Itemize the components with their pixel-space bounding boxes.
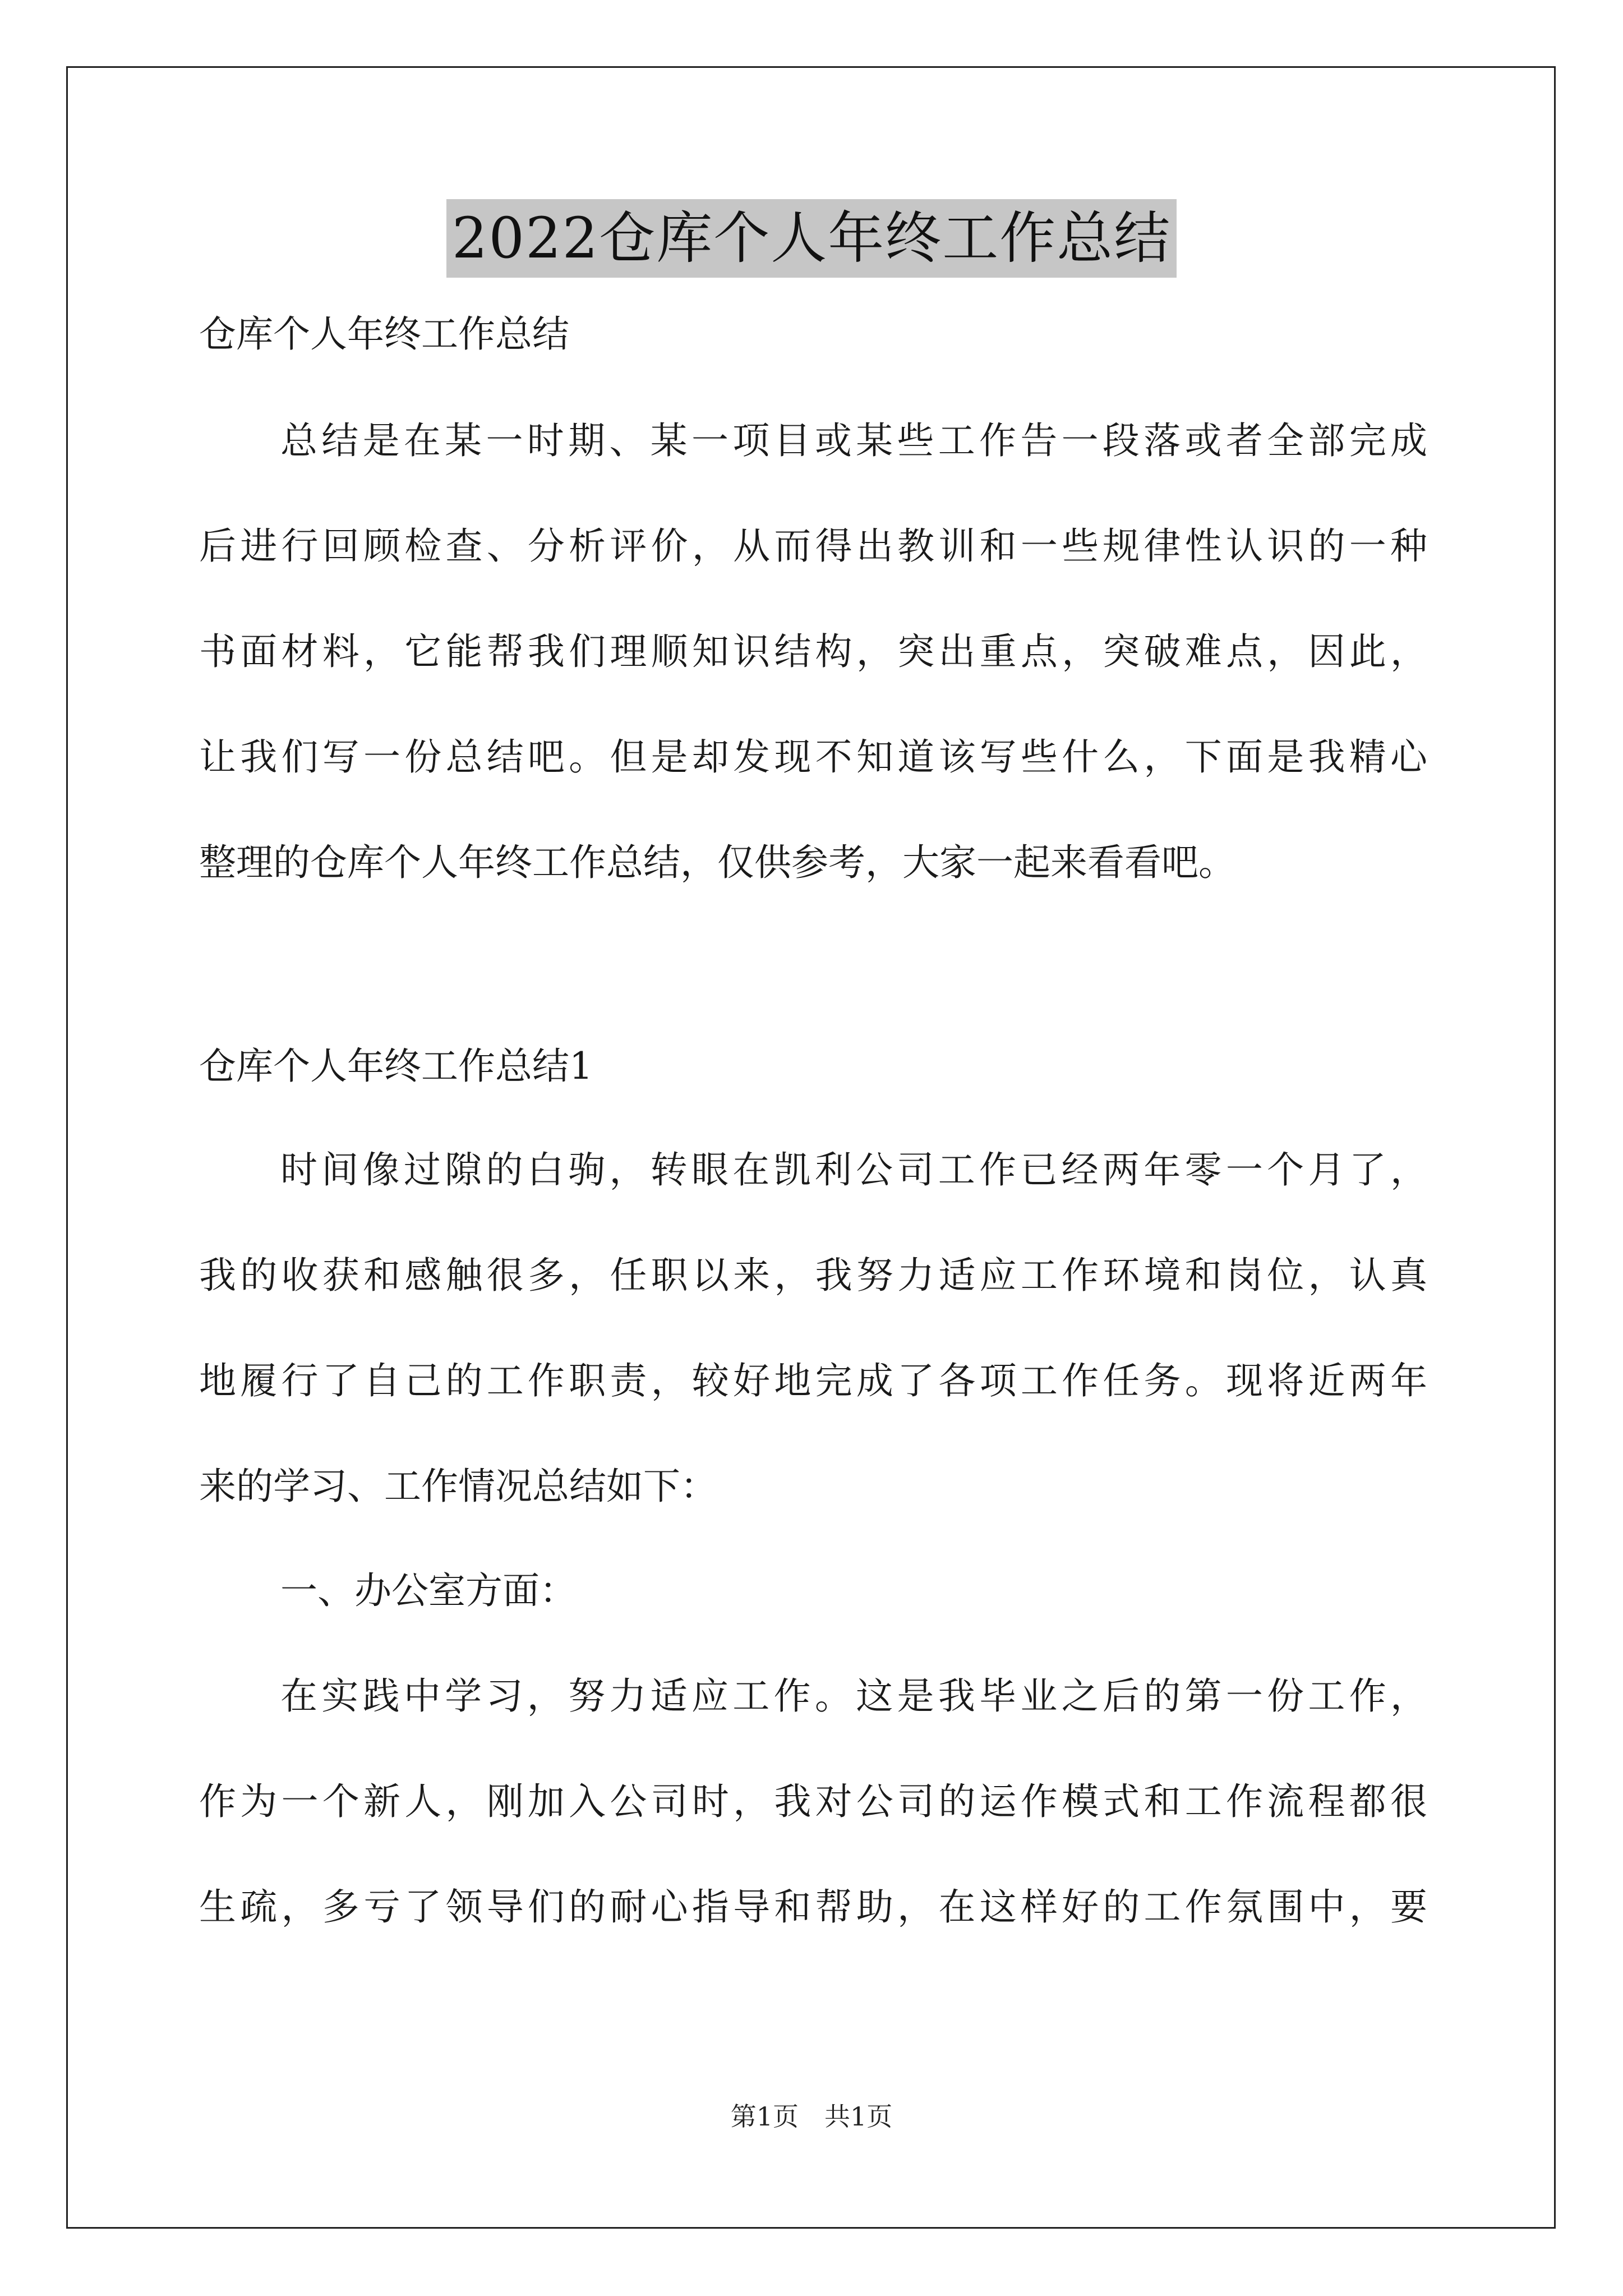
paragraph-line: 在实践中学习，努力适应工作。这是我毕业之后的第一份工作， xyxy=(280,1674,1427,1718)
section-heading: 仓库个人年终工作总结 xyxy=(199,312,569,356)
paragraph-line: 书面材料，它能帮我们理顺知识结构，突出重点，突破难点，因此， xyxy=(199,630,1427,673)
paragraph-line: 生疏，多亏了领导们的耐心指导和帮助，在这样好的工作氛围中，要 xyxy=(199,1885,1427,1929)
page-footer: 第1页 共1页 xyxy=(730,2101,893,2132)
paragraph-line: 来的学习、工作情况总结如下： xyxy=(199,1465,717,1508)
document-title: 2022仓库个人年终工作总结 xyxy=(446,199,1177,278)
paragraph-line: 我的收获和感触很多，任职以来，我努力适应工作环境和岗位，认真 xyxy=(199,1254,1427,1297)
paragraph-line: 后进行回顾检查、分析评价，从而得出教训和一些规律性认识的一种 xyxy=(199,524,1427,568)
paragraph-line: 作为一个新人，刚加入公司时，我对公司的运作模式和工作流程都很 xyxy=(199,1780,1427,1823)
paragraph-line: 时间像过隙的白驹，转眼在凯利公司工作已经两年零一个月了， xyxy=(280,1148,1427,1191)
section-heading: 仓库个人年终工作总结1 xyxy=(199,1045,593,1088)
paragraph-line: 让我们写一份总结吧。但是却发现不知道该写些什么，下面是我精心 xyxy=(199,735,1427,779)
paragraph-line: 整理的仓库个人年终工作总结，仅供参考，大家一起来看看吧。 xyxy=(199,841,1235,884)
paragraph-line: 总结是在某一时期、某一项目或某些工作告一段落或者全部完成 xyxy=(280,419,1427,462)
title-container xyxy=(0,199,1623,278)
paragraph-line: 地履行了自己的工作职责，较好地完成了各项工作任务。现将近两年 xyxy=(199,1359,1427,1402)
subsection-heading: 一、办公室方面： xyxy=(280,1569,577,1612)
